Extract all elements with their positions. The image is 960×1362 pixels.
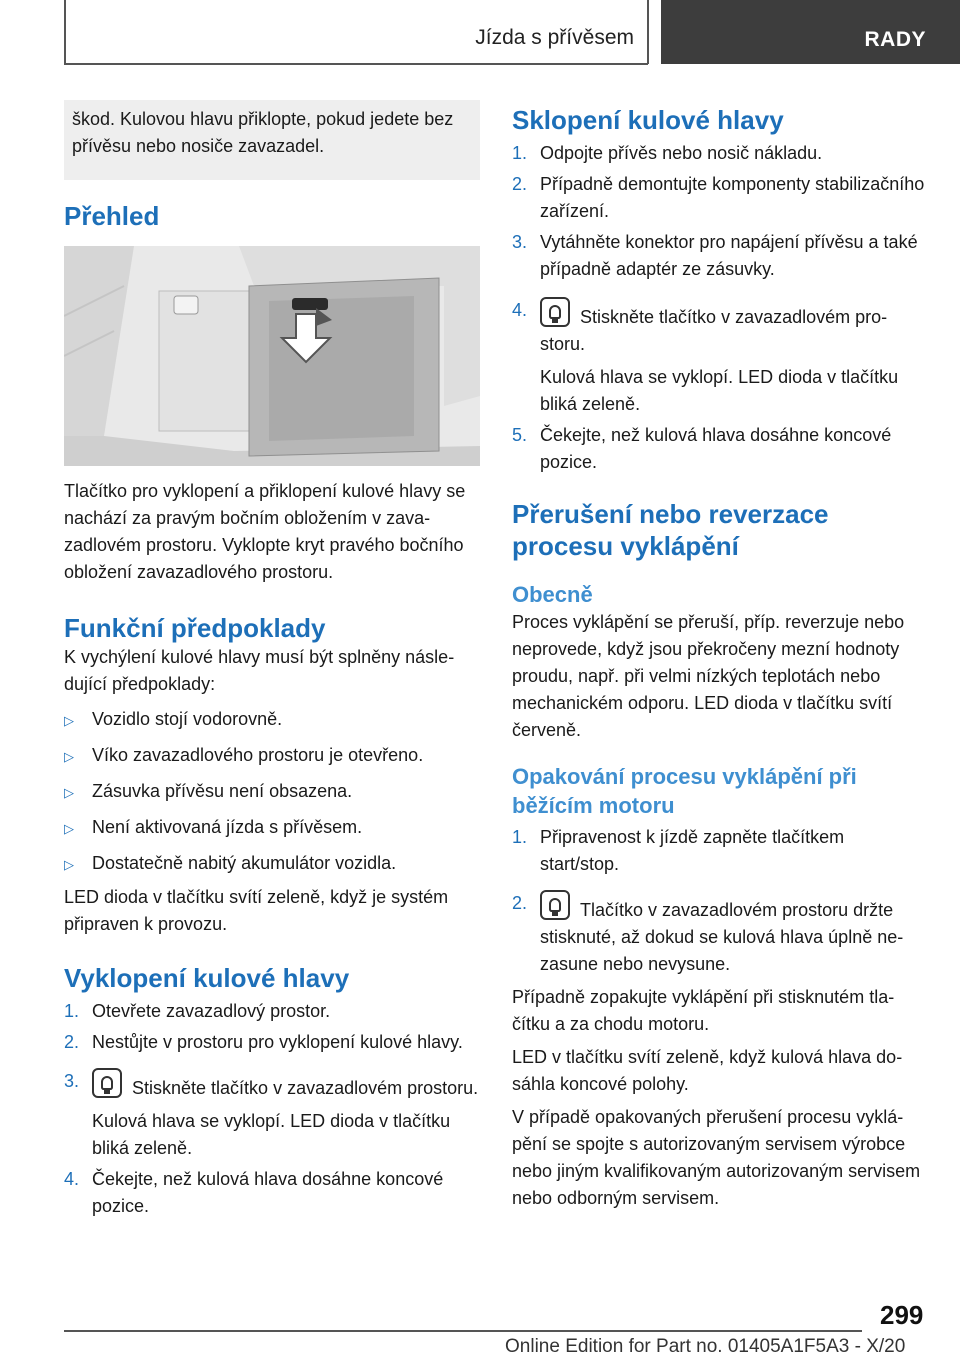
repeat-subheading: Opakování procesu vyklápění při běžícím motoru (512, 764, 857, 818)
bullet-triangle-icon: ▷ (64, 821, 74, 836)
interrupt-heading: Přerušení nebo reverzace procesu vyklápění (512, 499, 829, 561)
step-item: 3. Vytáhněte konektor pro napájení přívěsu a také případně adaptér ze zásuvky. (512, 232, 918, 279)
bullet-triangle-icon: ▷ (64, 713, 74, 728)
step-item: 2. Případně demontujte komponenty stabilizačního zařízení. (512, 174, 925, 221)
header-rule-divider (647, 0, 649, 64)
list-item: ▷ Víko zavazadlového prostoru je otevřeno. (64, 742, 480, 770)
trunk-illustration-svg (64, 246, 480, 466)
step-item: 1. Otevřete zavazadlový prostor. (64, 1001, 331, 1021)
prerequisites-outro: LED dioda v tlačítku svítí zeleně, když je systém připraven k provozu. (64, 887, 449, 934)
bullet-triangle-icon: ▷ (64, 857, 74, 872)
list-item: ▷ Vozidlo stojí vodorovně. (64, 706, 480, 734)
general-text: Proces vyklápění se přeruší, příp. reverzuje nebo neprovede, když jsou překročeny mezní hodnoty proudu, např. při velmi nízkých teplotách nebo mechanickém odporu. LED dioda v tlačítku svítí červeně. (512, 612, 905, 740)
header-chapter-label: RADY (864, 28, 926, 51)
prerequisites-heading: Funkční předpoklady (64, 613, 326, 643)
step-item: 1. Odpojte přívěs nebo nosič nákladu. (512, 143, 823, 163)
bullet-triangle-icon: ▷ (64, 785, 74, 800)
footer-edition: Online Edition for Part no. 01405A1F5A3 - X/20 (505, 1336, 906, 1357)
note-box: škod. Kulovou hlavu přiklopte, pokud jedete bez přívěsu nebo nosiče zavazadel. (64, 100, 480, 180)
step-item: 4. Stiskněte tlačítko v zavazadlovém prostoru. (512, 297, 926, 358)
overview-heading: Přehled (64, 201, 160, 231)
header-rule-bottom (64, 63, 648, 65)
repeat-paragraph-3: V případě opakovaných přerušení procesu vyklápění se spojte s autorizovaným servisem výrobce nebo jiným kvalifikovaným autorizovaným servisem nebo odborným servisem. (512, 1107, 921, 1208)
page-number: 299 (880, 1300, 924, 1330)
step-item: 4. Čekejte, než kulová hlava dosáhne koncové pozice. (64, 1169, 444, 1216)
step-item: 2. Nestůjte v prostoru pro vyklopení kulové hlavy. (64, 1032, 463, 1052)
fold-heading: Sklopení kulové hlavy (512, 105, 784, 135)
list-item: ▷ Dostatečně nabitý akumulátor vozidla. (64, 850, 480, 878)
header-rule-left (64, 0, 66, 64)
right-column (512, 100, 926, 1212)
left-column (64, 100, 480, 1220)
step-item: 2. Tlačítko v zavazadlovém prostoru držte stisknuté, až dokud se kulová hlava úplně nezasune nebo nevysune. (512, 890, 926, 978)
footer-rule (64, 1330, 862, 1332)
list-item: ▷ Není aktivovaná jízda s přívěsem. (64, 814, 480, 842)
list-item: ▷ Zásuvka přívěsu není obsazena. (64, 778, 480, 806)
step-note: Kulová hlava se vyklopí. LED dioda v tlačítku bliká zeleně. (540, 367, 899, 414)
tow-hitch-button-icon (540, 297, 570, 327)
repeat-paragraph-2: LED v tlačítku svítí zeleně, když kulová hlava dosáhla koncové polohy. (512, 1047, 903, 1094)
step-item: 5. Čekejte, než kulová hlava dosáhne koncové pozice. (512, 425, 892, 472)
unfold-heading: Vyklopení kulové hlavy (64, 963, 350, 993)
prerequisites-intro: K vychýlení kulové hlavy musí být splněny následující předpoklady: (64, 647, 455, 694)
bullet-triangle-icon: ▷ (64, 749, 74, 764)
step-item: 3. Stiskněte tlačítko v zavazadlovém prostoru. (64, 1068, 480, 1102)
header-chapter-tab[interactable] (661, 0, 960, 64)
step-item: 1. Připravenost k jízdě zapněte tlačítkem start/stop. (512, 827, 845, 874)
repeat-paragraph-1: Případně zopakujte vyklápění při stisknutém tlačítku a za chodu motoru. (512, 987, 895, 1034)
tow-hitch-button-icon (92, 1068, 122, 1098)
figure-caption: Tlačítko pro vyklopení a přiklopení kulové hlavy se nachází za pravým bočním obložením v zavazadlovém prostoru. Vyklopte kryt pravého bočního obložení zavazadlového prostoru. (64, 481, 466, 582)
general-subheading: Obecně (512, 582, 593, 607)
tow-hitch-button-icon (540, 890, 570, 920)
header-section-title: Jízda s přívěsem (475, 26, 634, 49)
step-note: Kulová hlava se vyklopí. LED dioda v tlačítku bliká zeleně. (92, 1111, 451, 1158)
trunk-button-illustration (64, 246, 480, 466)
